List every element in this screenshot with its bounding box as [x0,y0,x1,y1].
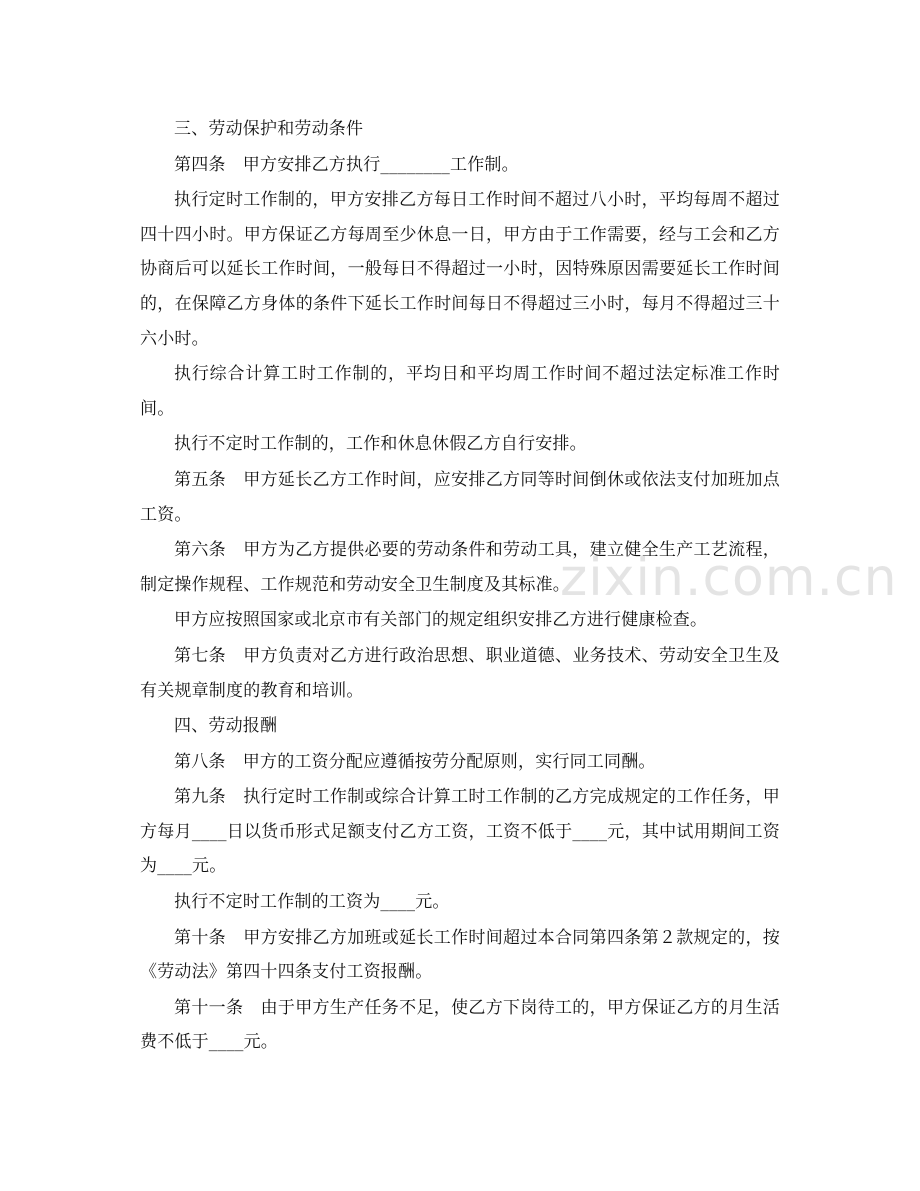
article-10: 第十条 甲方安排乙方加班或延长工作时间超过本合同第四条第２款规定的，按《劳动法》第四十四条支付工资报酬。 [140,927,780,983]
article-6: 第六条 甲方为乙方提供必要的劳动条件和劳动工具，建立健全生产工艺流程，制定操作规程、工作规范和劳动安全卫生制度及其标准。 [140,540,780,595]
article-7: 第七条 甲方负责对乙方进行政治思想、职业道德、业务技术、劳动安全卫生及有关规章制度的教育和培训。 [140,645,780,701]
article-8: 第八条 甲方的工资分配应遵循按劳分配原则，实行同工同酬。 [174,751,656,772]
section-heading-remuneration: 四、劳动报酬 [174,716,278,737]
paragraph-fixed-hours: 执行定时工作制的，甲方安排乙方每日工作时间不超过八小时，平均每周不超过四十四小时。甲方保证乙方每周至少休息一日，甲方由于工作需要，经与工会和乙方协商后可以延长工作时间，一般每日不得超过一小时，因特殊原因需要延长工作时间的，在保障乙方身体的条件下延长工作时间每日不得超过三小时，每月不得超过三十六小时。 [140,190,780,349]
paragraph-health-check: 甲方应按照国家或北京市有关部门的规定组织安排乙方进行健康检查。 [174,610,708,631]
article-4: 第四条 甲方安排乙方执行________工作制。 [174,154,519,175]
section-heading-labor-protection: 三、劳动保护和劳动条件 [174,119,364,139]
article-9: 第九条 执行定时工作制或综合计算工时工作制的乙方完成规定的工作任务，甲方每月____日以货币形式足额支付乙方工资，工资不低于____元，其中试用期间工资为____元。 [140,787,780,877]
article-11: 第十一条 由于甲方生产任务不足，使乙方下岗待工的，甲方保证乙方的月生活费不低于____元。 [140,997,780,1053]
paragraph-comprehensive-hours: 执行综合计算工时工作制的，平均日和平均周工作时间不超过法定标准工作时间。 [140,364,780,419]
paragraph-flexible-wage: 执行不定时工作制的工资为____元。 [174,892,450,913]
paragraph-flexible-hours: 执行不定时工作制的，工作和休息休假乙方自行安排。 [174,434,587,455]
article-5: 第五条 甲方延长乙方工作时间，应安排乙方同等时间倒休或依法支付加班加点工资。 [140,469,780,525]
document-body [140,112,780,1061]
watermark: zixin.com.cn [560,548,898,608]
